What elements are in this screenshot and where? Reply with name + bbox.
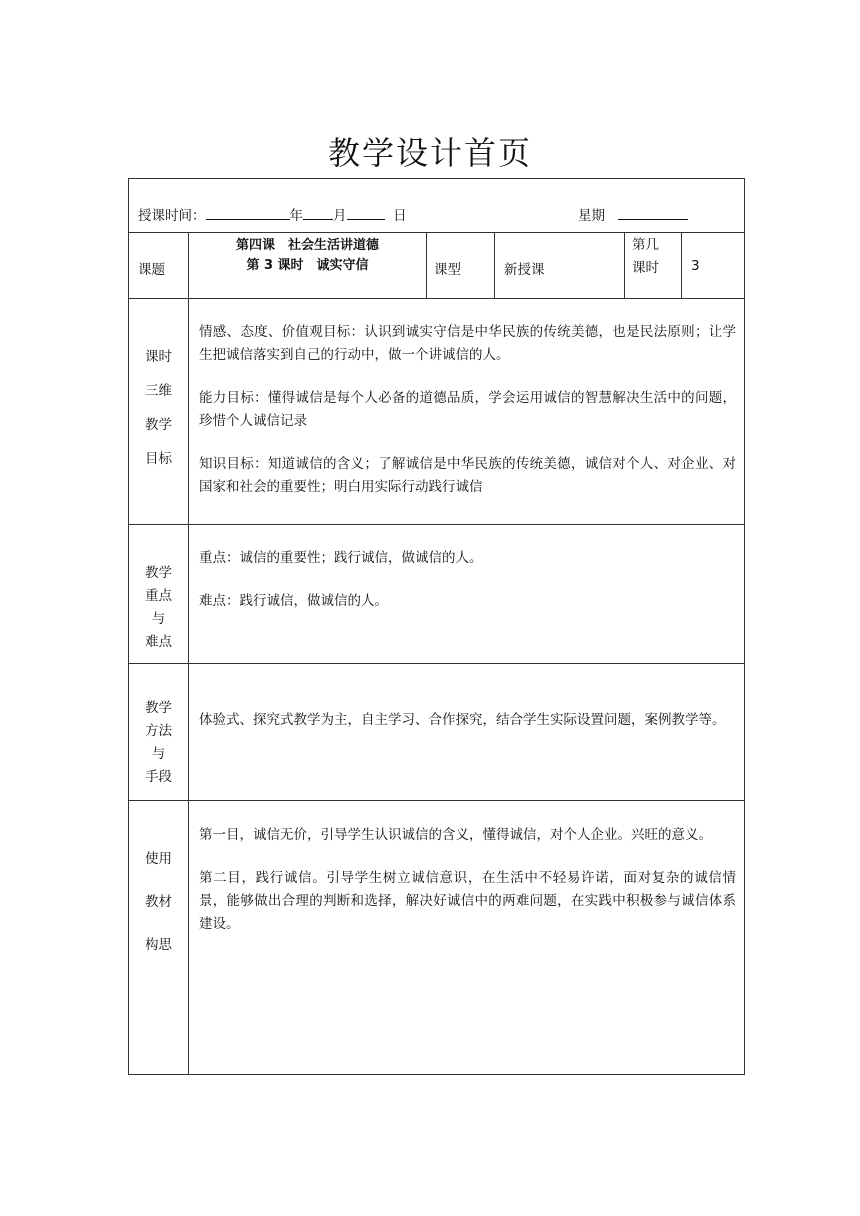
methods-label-3: 与 (151, 746, 166, 762)
period-label-cell (625, 233, 682, 298)
key-points-label-4: 难点 (145, 634, 172, 650)
objectives-row (129, 299, 744, 525)
objectives-label-4: 目标 (145, 450, 172, 467)
objectives-label (129, 299, 189, 524)
methods-label-2: 方法 (145, 723, 172, 739)
key-points-label-2: 重点 (145, 588, 172, 604)
subject-label-cell (129, 233, 189, 298)
type-label-cell (427, 233, 495, 298)
objectives-label-2: 三维 (145, 382, 172, 399)
type-label: 课型 (434, 262, 461, 278)
type-value-cell (495, 233, 625, 298)
month-label: 月 (333, 208, 347, 224)
year-blank[interactable] (206, 205, 290, 220)
materials-content (189, 801, 744, 1074)
time-label: 授课时间： (138, 208, 206, 224)
subject-row (129, 233, 744, 299)
materials-label-1: 使用 (145, 851, 172, 867)
type-value: 新授课 (504, 262, 545, 278)
subject-label: 课题 (138, 262, 165, 278)
period-value: 3 (691, 258, 700, 274)
materials-label-2: 教材 (145, 894, 172, 910)
difficult-point: 难点：践行诚信，做诚信的人。 (199, 593, 388, 609)
lesson-title: 第四课 社会生活讲道德 (235, 238, 379, 253)
key-points-label (129, 525, 189, 663)
key-points-content (189, 525, 744, 663)
methods-label-1: 教学 (145, 700, 172, 716)
day-label: 日 (393, 208, 407, 224)
methods-text: 体验式、探究式教学为主，自主学习、合作探究，结合学生实际设置问题，案例教学等。 (199, 712, 726, 728)
month-blank[interactable] (303, 205, 333, 220)
period-label-line2: 课时 (632, 260, 659, 276)
day-blank[interactable] (347, 205, 385, 220)
methods-content (189, 664, 744, 800)
time-line (138, 204, 407, 224)
lesson-title-cell (189, 233, 427, 298)
methods-label-4: 手段 (145, 769, 172, 785)
methods-row (129, 664, 744, 801)
weekday-blank[interactable] (618, 205, 688, 220)
period-label-line1: 第几 (632, 237, 659, 253)
materials-label (129, 801, 189, 1074)
weekday-line (578, 204, 688, 224)
lesson-design-table (128, 178, 745, 1075)
materials-part-2: 第二目，践行诚信。引导学生树立诚信意识，在生活中不轻易许诺，面对复杂的诚信情景，能够做出合理的判断和选择，解决好诚信中的两难问题，在实践中积极参与诚信体系建设。 (199, 870, 736, 932)
weekday-label: 星期 (578, 208, 605, 224)
time-row (129, 179, 744, 233)
key-points-label-1: 教学 (145, 565, 172, 581)
objective-ability: 能力目标：懂得诚信是每个人必备的道德品质，学会运用诚信的智慧解决生活中的问题，珍惜个人诚信记录 (199, 390, 736, 429)
objectives-content (189, 299, 744, 524)
objectives-label-1: 课时 (145, 348, 172, 365)
lesson-subtitle: 第 3 课时 诚实守信 (246, 258, 369, 273)
objective-emotion: 情感、态度、价值观目标：认识到诚实守信是中华民族的传统美德，也是民法原则；让学生把诚信落实到自己的行动中，做一个讲诚信的人。 (199, 324, 736, 363)
materials-label-3: 构思 (145, 937, 172, 953)
objectives-label-3: 教学 (145, 416, 172, 433)
page-title: 教学设计首页 (327, 134, 532, 172)
materials-part-1: 第一目，诚信无价，引导学生认识诚信的含义，懂得诚信，对个人企业。兴旺的意义。 (199, 827, 712, 843)
key-points-row (129, 525, 744, 664)
objective-knowledge: 知识目标：知道诚信的含义；了解诚信是中华民族的传统美德，诚信对个人、对企业、对国家和社会的重要性；明白用实际行动践行诚信 (199, 456, 736, 495)
key-points-label-3: 与 (151, 611, 166, 627)
key-point: 重点：诚信的重要性；践行诚信，做诚信的人。 (199, 550, 483, 566)
methods-label (129, 664, 189, 800)
materials-row (129, 801, 744, 1074)
year-label: 年 (289, 208, 303, 224)
period-value-cell (682, 233, 744, 298)
